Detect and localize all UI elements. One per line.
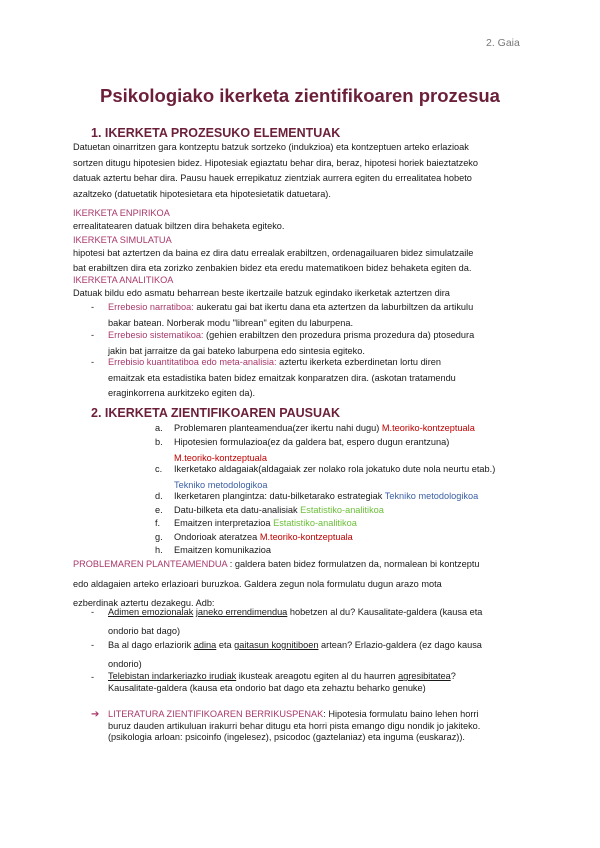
step-letter: b. xyxy=(155,437,163,447)
text-line: buruz dauden artikuluan irakurri behar ditugu eta horri pista emango digu nondik jo jakiteko. xyxy=(108,720,481,731)
bullet-dash: - xyxy=(91,357,95,367)
bullet-dash: - xyxy=(91,640,95,650)
text-line: aukeratu gai bat ikertu dana eta aztertzen da laburbiltzen da artikulu xyxy=(193,302,474,312)
text-line: ondorio bat dago) xyxy=(108,625,181,636)
text-line: aztertu ikerketa ezberdinetan lortu diren xyxy=(276,357,441,367)
section-heading-2: 2. IKERKETA ZIENTIFIKOAREN PAUSUAK xyxy=(91,406,341,420)
step-text: Hipotesien formulazioa(ez da galdera bat, espero dugun erantzuna) xyxy=(174,437,450,447)
step-text: Datu-bilketa eta datu-analisiak xyxy=(174,505,301,515)
step-text: Emaitzen komunikazioa xyxy=(174,545,272,555)
bullet-dash: - xyxy=(91,302,95,312)
bullet-dash: - xyxy=(91,607,95,617)
bullet-label: Errebisio kuantitatiboa edo meta-analisia: xyxy=(108,357,277,367)
text-line: emaitzak eta estadistika baten bidez emaitzak konparatzen dira. (askotan tratamendu xyxy=(108,372,456,383)
section-heading-1: 1. IKERKETA PROZESUKO ELEMENTUAK xyxy=(91,126,341,140)
step-letter: c. xyxy=(155,464,163,474)
text-fragment: Ba al dago erlaziorik xyxy=(108,640,194,650)
problem-label: PROBLEMAREN PLANTEAMENDUA xyxy=(73,559,228,569)
text-line: azaltzeko (datuetatik hipotesietara eta hipotesietatik datuetara). xyxy=(73,188,331,199)
text-fragment: artean? Erlazio-galdera (ez dago kausa xyxy=(318,640,482,650)
chapter-label: 2. Gaia xyxy=(486,37,520,49)
text-line: bakar batean. Norberak modu "librean" egiten du laburpena. xyxy=(108,317,354,328)
text-line: eraginkorrena aurkitzeko egiten da). xyxy=(108,388,256,398)
step-text: Ikerketako aldagaiak(aldagaiak zer nolako rola jokatuko dute nola neurtu etab.) xyxy=(174,464,496,474)
step-tag: Tekniko metodologikoa xyxy=(174,479,268,490)
step-letter: g. xyxy=(155,532,163,542)
text-fragment: : Hipotesia formulatu baino lehen horri xyxy=(323,709,479,719)
text-fragment: hobetzen al du? Kausalitate-galdera (kausa eta xyxy=(287,607,483,617)
step-letter: h. xyxy=(155,545,163,555)
example-item xyxy=(108,637,533,672)
page-title: Psikologiako ikerketa zientifikoaren prozesua xyxy=(100,85,500,106)
text-line: edo aldagaien arteko erlazioari buruzkoa. Galdera zegun nola formulatu dugun arazo mota xyxy=(73,578,442,589)
step-tag: M.teoriko-kontzeptuala xyxy=(259,532,353,542)
list-item xyxy=(108,355,528,402)
text-line: (gehien erabiltzen den prozedura prisma prozedura da) ptosedura xyxy=(203,330,475,340)
simulatua-text xyxy=(73,246,473,276)
example-item xyxy=(108,604,533,639)
text-line: bat erabiltzen dira eta zorizko zenbakien bidez eta eredu matematikoen bidez behaketa egiten da. xyxy=(73,262,472,273)
step-text: Ikerketaren plangintza: datu-bilketarako estrategiak xyxy=(174,491,385,501)
bullet-label: Errebesio narratiboa: xyxy=(108,302,194,312)
simulatua-label: IKERKETA SIMULATUA xyxy=(73,235,172,245)
list-item xyxy=(108,300,528,331)
literature-label: LITERATURA ZIENTIFIKOAREN BERRIKUSPENAK xyxy=(108,709,324,719)
bullet-dash: - xyxy=(91,330,95,340)
bullet-label: Errebesio sistematikoa: xyxy=(108,330,204,340)
step-text: Emaitzen interpretazioa xyxy=(174,518,274,528)
intro-paragraph xyxy=(73,140,513,202)
enpirikoa-text: errealitatearen datuak biltzen dira behaketa egiteko. xyxy=(73,221,285,231)
step-tag: Estatistiko-analitikoa xyxy=(300,505,384,515)
underlined-term: adina xyxy=(193,640,217,650)
text-line: datuak aztertu behar dira. Pausu hauek errepikatuz zientziak aurrera egiten du errealitatea hobeto xyxy=(73,173,472,183)
step-text: Ondorioak ateratzea xyxy=(174,532,260,542)
step-letter: a. xyxy=(155,423,163,433)
text-line: (psikologia arloan: psicoinfo (ingelesez), psicodoc (gaztelaniaz) eta inguma (euskaraz)). xyxy=(108,732,465,742)
text-line: hipotesi bat aztertzen da baina ez dira datu errealak erabiltzen, ordenagailuaren bidez simulatzaile xyxy=(73,248,474,258)
enpirikoa-label: IKERKETA ENPIRIKOA xyxy=(73,208,170,218)
arrow-icon: ➔ xyxy=(91,709,100,720)
underlined-term: Adimen emozionalak xyxy=(108,607,194,617)
text-line: sortzen ditugu hipotesien bidez. Hipotesiak egiaztatu behar dira, beraz, hipotesi horiek baieztatzeko xyxy=(73,157,479,168)
step-tag: Tekniko metodologikoa xyxy=(384,491,479,501)
underlined-term: Telebistan indarkeriazko irudiak xyxy=(108,671,237,681)
underlined-term: janeko errendimendua xyxy=(195,607,288,617)
underlined-term: agresibitatea xyxy=(398,671,451,681)
text-line: ondorio) xyxy=(108,658,142,669)
literature-paragraph xyxy=(108,709,533,744)
step-tag: Estatistiko-analitikoa xyxy=(273,518,357,528)
step-letter: e. xyxy=(155,505,163,515)
bullet-dash: - xyxy=(91,672,95,682)
step-tag: M.teoriko-kontzeptuala xyxy=(381,423,475,433)
step-text: Problemaren planteamendua(zer ikertu nahi dugu) xyxy=(174,423,382,433)
text-line: Kausalitate-galdera (kausa eta ondorio bat dago eta zehaztu beharko genuke) xyxy=(108,683,426,693)
text-line: ezberdinak aztertu dezakegu. Adb: xyxy=(73,598,215,608)
step-letter: f. xyxy=(155,518,161,528)
text-fragment: ikusteak areagotu egiten al du haurren xyxy=(236,671,399,681)
text-fragment: ? xyxy=(450,671,456,681)
text-line: Datuetan oinarritzen gara kontzeptu batzuk sortzeko (indukzioa) eta kontzeptuen arteko erlazioak xyxy=(73,142,469,152)
example-item xyxy=(108,670,533,694)
underlined-term: gaitasun kognitiboen xyxy=(234,640,319,650)
text-line: jakin bat jarraitze da gai bateko laburpena edo sintesia egiteko. xyxy=(108,345,365,356)
analitikoa-label: IKERKETA ANALITIKOA xyxy=(73,275,174,285)
text-line: : galdera baten bidez formulatzen da, normalean bi kontzeptu xyxy=(227,559,480,569)
text-fragment: eta xyxy=(216,640,235,650)
analitikoa-text: Datuak bildu edo asmatu beharrean beste ikertzaile batzuk egindako ikerketak aztertzen dira xyxy=(73,288,450,298)
step-letter: d. xyxy=(155,491,163,501)
step-tag: M.teoriko-kontzeptuala xyxy=(174,452,267,463)
